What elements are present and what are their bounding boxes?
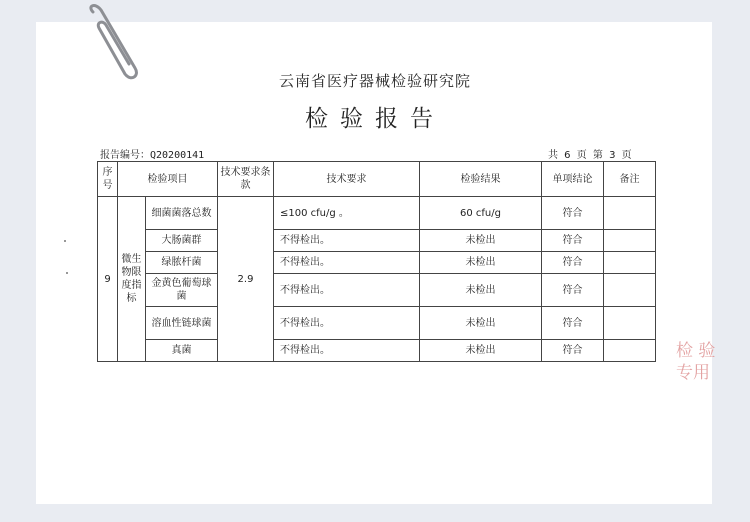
item-cell: 绿脓杆菌 [146,252,218,274]
scan-speck [66,272,68,274]
scan-speck [64,240,66,242]
inspection-table [97,161,656,362]
requirement-cell: 不得检出。 [274,307,420,340]
item-cell: 细菌菌落总数 [146,197,218,230]
header-result: 检验结果 [420,162,542,197]
requirement-cell: 不得检出。 [274,274,420,307]
report-number: 报告编号：Q20200141 [100,150,205,161]
conclusion-cell: 符合 [542,197,604,230]
table-row [98,252,656,274]
table-row [98,307,656,340]
note-cell [604,197,656,230]
header-conclusion: 单项结论 [542,162,604,197]
table-row [98,197,656,230]
item-cell: 溶血性链球菌 [146,307,218,340]
table-row [98,230,656,252]
requirement-cell: 不得检出。 [274,230,420,252]
group-clause: 2.9 [218,197,274,362]
result-cell: 未检出 [420,340,542,362]
item-cell: 真菌 [146,340,218,362]
header-requirement: 技术要求 [274,162,420,197]
note-cell [604,307,656,340]
result-cell: 60 cfu/g [420,197,542,230]
note-cell [604,252,656,274]
item-cell: 大肠菌群 [146,230,218,252]
group-category: 微生物限度指标 [118,197,146,362]
paperclip-icon [85,4,141,80]
conclusion-cell: 符合 [542,340,604,362]
result-cell: 未检出 [420,252,542,274]
result-cell: 未检出 [420,274,542,307]
header-seq: 序号 [98,162,118,197]
conclusion-cell: 符合 [542,252,604,274]
red-stamp: 检 验 专用 [676,341,716,383]
header-clause: 技术要求条款 [218,162,274,197]
item-cell: 金黄色葡萄球菌 [146,274,218,307]
conclusion-cell: 符合 [542,274,604,307]
group-seq: 9 [98,197,118,362]
note-cell [604,274,656,307]
conclusion-cell: 符合 [542,230,604,252]
table-row [98,274,656,307]
page-counter: 共 6 页 第 3 页 [548,150,632,161]
header-item: 检验项目 [118,162,218,197]
note-cell [604,340,656,362]
header-note: 备注 [604,162,656,197]
result-cell: 未检出 [420,307,542,340]
institute-name: 云南省医疗器械检验研究院 [278,72,471,90]
result-cell: 未检出 [420,230,542,252]
report-title: 检验报告 [305,106,445,132]
conclusion-cell: 符合 [542,307,604,340]
table-row [98,340,656,362]
requirement-cell: 不得检出。 [274,340,420,362]
note-cell [604,230,656,252]
requirement-cell: 不得检出。 [274,252,420,274]
requirement-cell: ≤100 cfu/g 。 [274,197,420,230]
